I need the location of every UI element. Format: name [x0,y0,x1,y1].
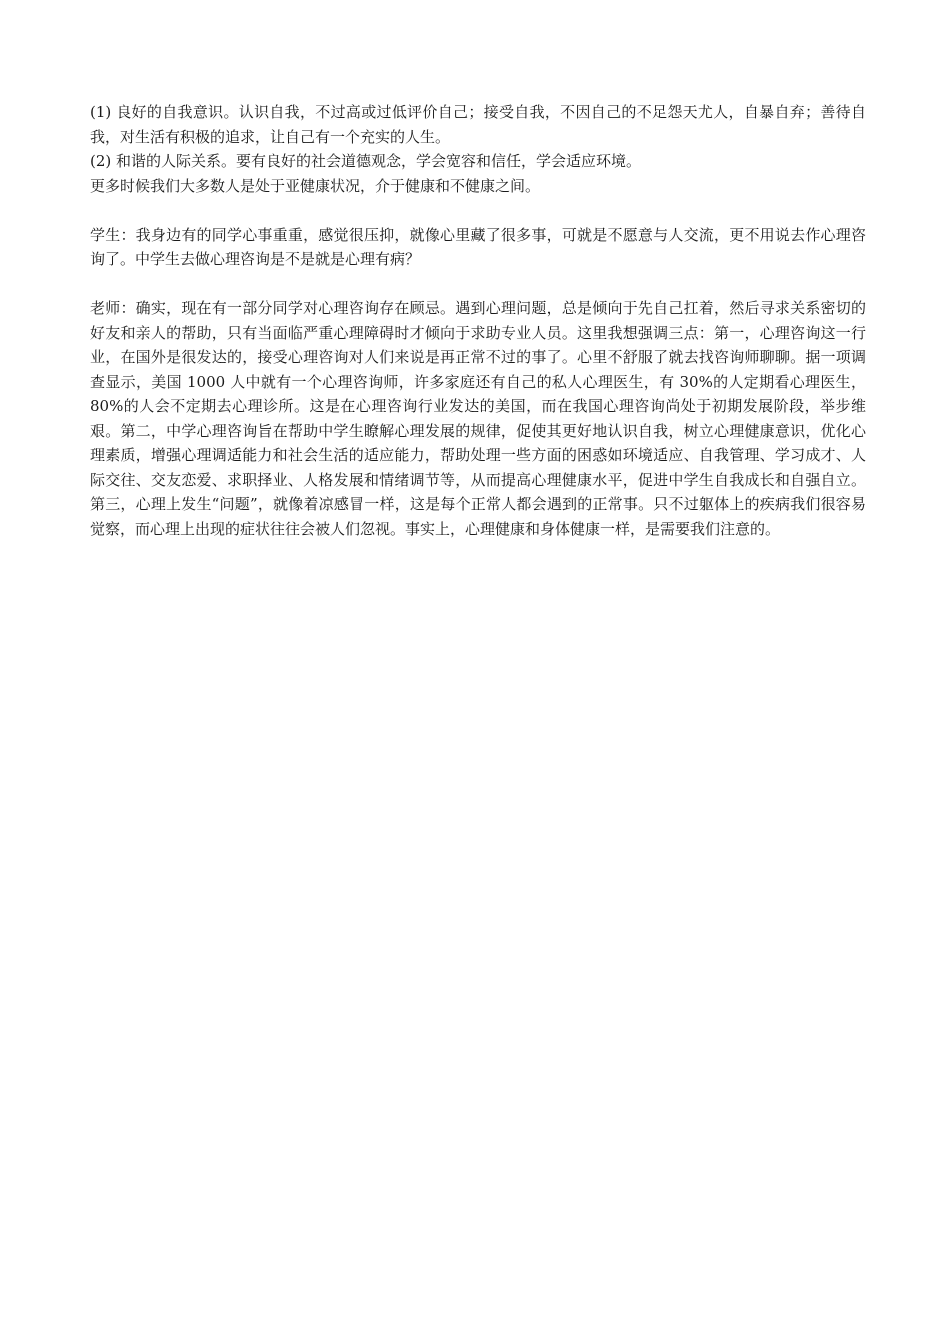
paragraph-spacer [90,198,866,223]
paragraph-self-awareness: (1) 良好的自我意识。认识自我，不过高或过低评价自己；接受自我，不因自己的不足怨天尤人，自暴自弃；善待自我，对生活有积极的追求，让自己有一个充实的人生。 [90,103,866,146]
paragraph-student-question: 学生：我身边有的同学心事重重，感觉很压抑，就像心里藏了很多事，可就是不愿意与人交流，更不用说去作心理咨询了。中学生去做心理咨询是不是就是心理有病？ [90,225,866,268]
paragraph-teacher-answer: 老师：确实，现在有一部分同学对心理咨询存在顾忌。遇到心理问题，总是倾向于先自己扛着，然后寻求关系密切的好友和亲人的帮助，只有当面临严重心理障碍时才倾向于求助专业人员。这里我想强调三点：第一，心理咨询这一行业，在国外是很发达的，接受心理咨询对人们来说是再正常不过的事了。心里不舒服了就去找咨询师聊聊。据一项调查显示，美国 1000 人中就有一个心理咨询师，许多家庭还有自己的私人心理医生，有 30%的人定期看心理医生，80%的人会不定期去心理诊所。这是在心理咨询行业发达的美国，而在我国心理咨询尚处于初期发展阶段，举步维艰。第二，中学心理咨询旨在帮助中学生瞭解心理发展的规律，促使其更好地认识自我，树立心理健康意识，优化心理素质，增强心理调适能力和社会生活的适应能力，帮助处理一些方面的困惑如环境适应、自我管理、学习成才、人际交往、交友恋爱、求职择业、人格发展和情绪调节等，从而提高心理健康水平，促进中学生自我成长和自强自立。第三，心理上发生“问题”，就像着凉感冒一样，这是每个正常人都会遇到的正常事。只不过躯体上的疾病我们很容易觉察，而心理上出现的症状往往会被人们忽视。事实上，心理健康和身体健康一样，是需要我们注意的。 [90,299,866,538]
paragraph-spacer [90,272,866,297]
document-body [90,100,866,541]
paragraph-relationships: (2) 和谐的人际关系。要有良好的社会道德观念，学会宽容和信任，学会适应环境。 [90,152,642,170]
paragraph-subhealth: 更多时候我们大多数人是处于亚健康状况，介于健康和不健康之间。 [90,176,541,195]
